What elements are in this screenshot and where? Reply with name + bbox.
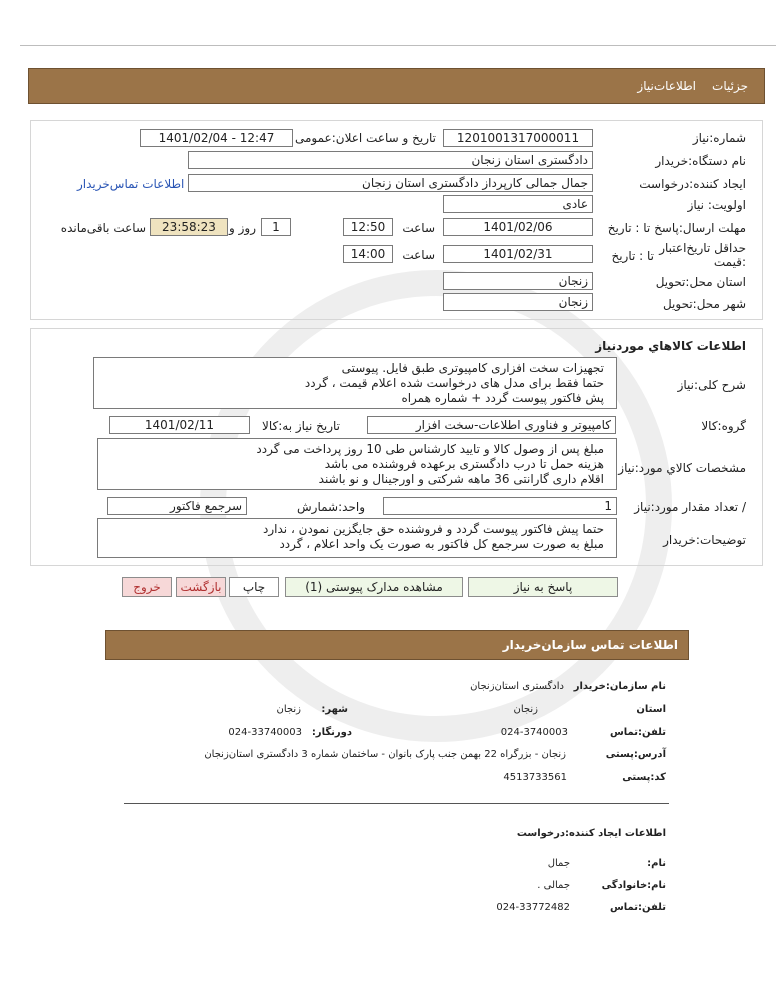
back-button[interactable]: بازگشت xyxy=(176,577,226,597)
remaining-label: ساعت باقی‌مانده xyxy=(60,221,146,235)
fax-value: 024-33740003 xyxy=(228,727,302,738)
delivery-province-field: زنجان xyxy=(443,272,593,290)
phone-value: 024-3740003 xyxy=(500,727,568,738)
need-date-field: 1401/02/11 xyxy=(109,416,250,434)
tab-details[interactable]: جزئیات xyxy=(712,79,748,93)
details-header xyxy=(28,68,765,104)
buyer-notes-field xyxy=(97,518,617,558)
requester-name-label: نام: xyxy=(647,858,666,869)
top-divider xyxy=(20,45,776,46)
address-value: زنجان - بزرگراه 22 بهمن جنب پارک بانوان - ساختمان شماره 3 دادگستری استان‌زنجان xyxy=(204,749,566,760)
deadline-date-field: 1401/02/06 xyxy=(443,218,593,236)
postal-code-value: 4513733561 xyxy=(503,772,567,783)
requester-phone-value: 024-33772482 xyxy=(496,902,570,913)
tab-need-info[interactable]: اطلاعات‌نیاز xyxy=(637,79,696,93)
days-field: 1 xyxy=(261,218,291,236)
validity-time-label: ساعت xyxy=(402,248,435,262)
exit-button[interactable]: خروج xyxy=(122,577,172,597)
remaining-time-field: 23:58:23 xyxy=(150,218,228,236)
buyer-contact-link[interactable]: اطلاعات تماس‌خریدار xyxy=(77,177,185,191)
buyer-device-field: دادگستری استان زنجان xyxy=(188,151,593,169)
deadline-time-field: 12:50 xyxy=(343,218,393,236)
announce-date-field: 1401/02/04 - 12:47 xyxy=(140,129,293,147)
announce-date-label: تاریخ و ساعت اعلان:عمومی xyxy=(294,131,436,145)
deadline-time-label: ساعت xyxy=(402,221,435,235)
requester-section-title: اطلاعات ایجاد کننده:درخواست xyxy=(516,828,666,839)
requester-name-value: جمال xyxy=(547,858,570,869)
contact-header xyxy=(105,630,689,660)
need-info-panel xyxy=(30,120,763,320)
reply-button[interactable]: پاسخ به نیاز xyxy=(468,577,618,597)
days-label: روز و xyxy=(229,221,256,235)
specs-line: هزینه حمل تا درب دادگستری برعهده فروشنده می باشد xyxy=(324,457,604,471)
specs-line: مبلغ پس از وصول کالا و تایید کارشناس طی 10 روز پرداخت می گردد xyxy=(256,442,604,456)
buyer-device-label: نام دستگاه:خریدار xyxy=(655,154,746,168)
need-number-field: 1201001317000011 xyxy=(443,129,593,147)
validity-label: حداقل تاریخ‌اعتبار xyxy=(659,241,746,255)
validity-label-2: :قیمت xyxy=(713,255,746,269)
summary-line: پش فاکتور پیوست گردد + شماره همراه xyxy=(401,391,604,405)
delivery-province-label: استان محل:تحویل xyxy=(655,275,746,289)
group-label: گروه:کالا xyxy=(701,419,746,433)
city-label: شهر: xyxy=(321,704,348,715)
deadline-label: مهلت ارسال:پاسخ تا : تاریخ xyxy=(607,221,746,235)
requester-family-label: نام:خانوادگی xyxy=(601,880,666,891)
priority-field: عادی xyxy=(443,195,593,213)
summary-line: حتما فقط برای مدل های درخواست شده اعلام قیمت ، گردد xyxy=(304,376,604,390)
address-label: آدرس:پستی xyxy=(605,749,666,760)
quantity-field: 1 xyxy=(383,497,617,515)
goods-section-title: اطلاعات کالاهاي موردنياز xyxy=(595,339,746,353)
province-label: استان xyxy=(636,704,666,715)
org-name-label: نام سازمان:خریدار xyxy=(573,681,666,692)
creator-label: ایجاد کننده:درخواست xyxy=(639,177,746,191)
unit-label: واحد:شمارش xyxy=(297,500,365,514)
contact-divider xyxy=(124,803,669,804)
summary-field xyxy=(93,357,617,409)
validity-date-field: 1401/02/31 xyxy=(443,245,593,263)
need-number-label: شماره:نیاز xyxy=(692,131,746,145)
specs-field xyxy=(97,438,617,490)
view-attachments-button[interactable]: مشاهده مدارک پیوستی (1) xyxy=(285,577,463,597)
requester-phone-label: تلفن:تماس xyxy=(609,902,666,913)
delivery-city-field: زنجان xyxy=(443,293,593,311)
org-name-value: دادگستری استان‌زنجان xyxy=(470,681,564,692)
city-value: زنجان xyxy=(276,704,301,715)
phone-label: تلفن:تماس xyxy=(609,727,666,738)
buyer-notes-line: مبلغ به صورت سرجمع کل فاکتور به صورت یک واحد اعلام ، گردد xyxy=(279,537,604,551)
creator-field: جمال جمالی کارپرداز دادگستری استان زنجان xyxy=(188,174,593,192)
validity-time-field: 14:00 xyxy=(343,245,393,263)
validity-to-label: تا : تاریخ xyxy=(611,249,654,263)
buyer-notes-line: حتما پیش فاکتور پیوست گردد و فروشنده حق جایگزین نمودن ، ندارد xyxy=(263,522,604,536)
postal-code-label: کد:پستی xyxy=(622,772,666,783)
fax-label: دورنگار: xyxy=(311,727,352,738)
specs-label: مشخصات کالاي مورد:نياز xyxy=(618,461,746,475)
quantity-label: / تعداد مقدار مورد:نیاز xyxy=(634,500,746,514)
group-field: کامپیوتر و فناوری اطلاعات-سخت افزار xyxy=(367,416,616,434)
requester-family-value: جمالی . xyxy=(537,880,570,891)
summary-label: شرح کلی:نیاز xyxy=(677,378,746,392)
contact-section-title: اطلاعات تماس سازمان‌خریدار xyxy=(502,638,678,652)
buyer-notes-label: توضیحات:خریدار xyxy=(663,533,746,547)
specs-line: اقلام داری گارانتی 36 ماهه شرکتی و اورجینال و نو باشند xyxy=(318,472,604,486)
delivery-city-label: شهر محل:تحویل xyxy=(662,297,746,311)
summary-line: تجهیزات سخت افزاری کامپیوتری طبق فایل. پیوستی xyxy=(341,361,604,375)
print-button[interactable]: چاپ xyxy=(229,577,279,597)
need-date-label: تاریخ نیاز به:کالا xyxy=(262,419,340,433)
province-value: زنجان xyxy=(513,704,538,715)
priority-label: اولویت: نیاز xyxy=(687,198,746,212)
unit-field: سرجمع فاکتور xyxy=(107,497,247,515)
